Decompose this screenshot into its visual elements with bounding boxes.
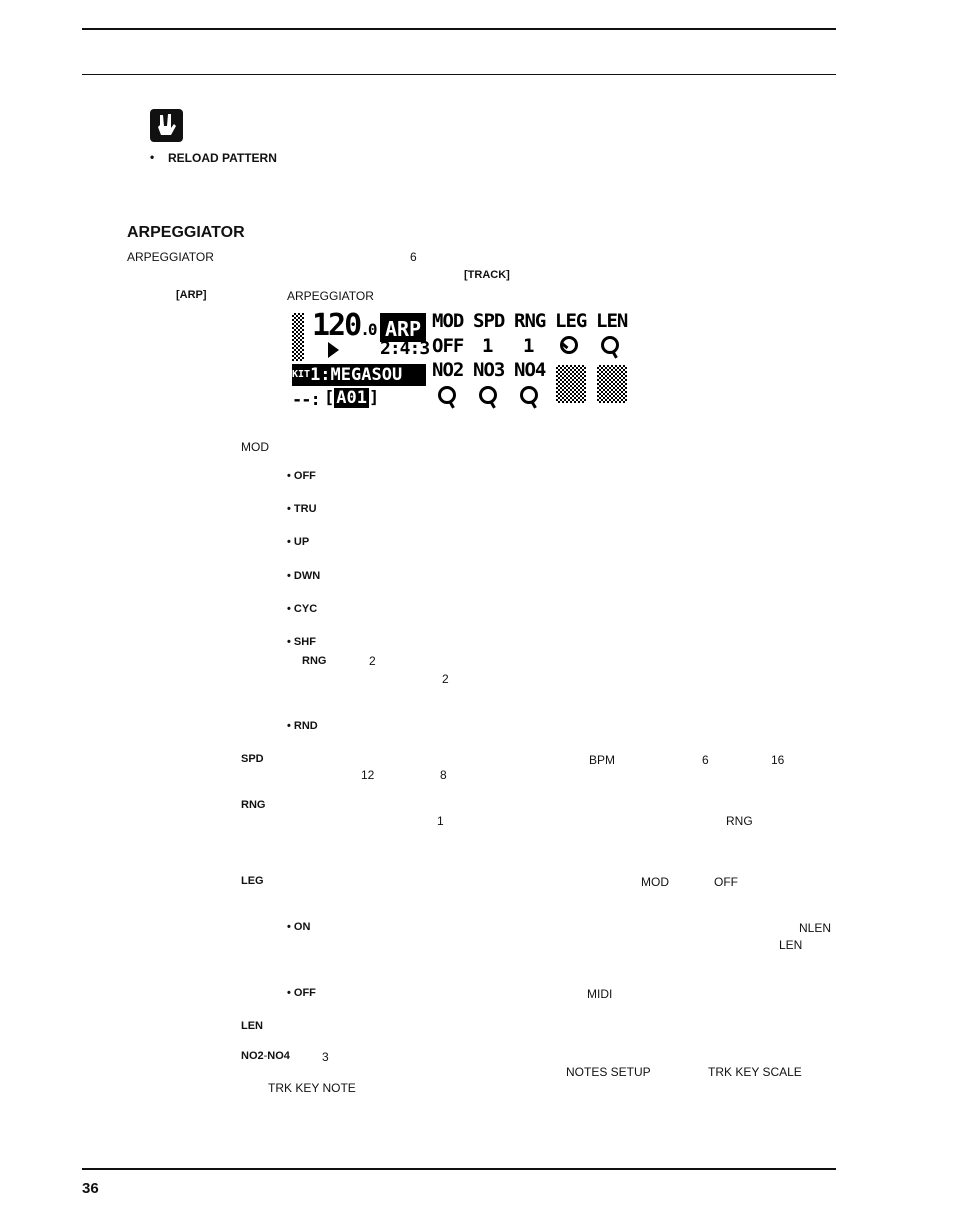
- screen-pattern-prefix: --:: [292, 390, 320, 410]
- leg-option-on: • ON: [287, 921, 311, 933]
- mod-option-shf: • SHF: [287, 636, 316, 648]
- screen-arp-badge: ARP: [380, 313, 426, 342]
- len-label: LEN: [241, 1020, 263, 1032]
- screen-left-bar: [292, 313, 304, 361]
- spd-value-12: 12: [361, 768, 375, 782]
- shf-rng-value: 2: [369, 654, 376, 668]
- rng-label: RNG: [241, 799, 266, 811]
- spd-bpm: BPM: [589, 753, 616, 767]
- spd-label: SPD: [241, 753, 264, 765]
- spd-value-8: 8: [440, 768, 447, 782]
- mod-option-dwn: • DWN: [287, 570, 321, 582]
- screen-play-icon: [328, 342, 339, 358]
- screen-tempo-value: 120: [312, 308, 361, 343]
- rng-ref: RNG: [726, 814, 753, 828]
- intro-arp-key: [ARP]: [176, 289, 207, 301]
- shf-value-2: 2: [442, 672, 449, 686]
- hand-icon: [150, 109, 183, 142]
- leg-mod-ref: MOD: [641, 875, 669, 889]
- leg-option-off: • OFF: [287, 987, 316, 999]
- screen-no3-knob-icon: [479, 386, 497, 404]
- screen-param-mod-value: OFF: [432, 335, 464, 357]
- note-bullet: •: [150, 150, 155, 164]
- screen-no4-knob-icon: [520, 386, 538, 404]
- screen-pattern-value: A01: [336, 388, 367, 408]
- screen-position: 2:4:3: [380, 338, 430, 359]
- leg-midi-ref: MIDI: [587, 987, 613, 1001]
- screen-kit: [292, 364, 426, 386]
- spd-value-16: 16: [771, 753, 785, 767]
- notes-setup-ref: NOTES SETUP: [566, 1065, 651, 1079]
- screen-tempo: [312, 308, 375, 343]
- mod-option-tru: • TRU: [287, 503, 317, 515]
- screen-param-len-label: LEN: [596, 310, 628, 332]
- leg-nlen-ref: NLEN: [799, 921, 832, 935]
- intro-arp-term: ARPEGGIATOR: [287, 289, 374, 303]
- mod-option-off: • OFF: [287, 470, 316, 482]
- intro-term: ARPEGGIATOR: [127, 250, 214, 264]
- mod-option-rnd: • RND: [287, 720, 318, 732]
- leg-len-ref: LEN: [779, 938, 803, 952]
- notes-label-no2: NO2: [241, 1050, 264, 1062]
- section-heading: ARPEGGIATOR: [127, 224, 245, 241]
- notes-label-dash: -: [263, 1050, 268, 1062]
- screen-param-rng-label: RNG: [514, 310, 546, 332]
- screen-leg-knob-icon: [560, 336, 578, 354]
- screen-param-leg-label: LEG: [555, 310, 587, 332]
- screen-len-knob-icon: [601, 336, 619, 354]
- screen-empty-slot-2: [597, 365, 627, 403]
- screen-kit-badge: KIT: [292, 369, 311, 380]
- notes-value-3: 3: [322, 1050, 329, 1064]
- screen-tempo-fraction: .0: [360, 320, 376, 339]
- shf-rng-term: RNG: [302, 655, 327, 667]
- leg-off-ref: OFF: [714, 875, 738, 889]
- footer-rule: [82, 1168, 836, 1170]
- screen-pattern: [ A01 ]: [324, 388, 380, 408]
- screen-empty-slot-1: [556, 365, 586, 403]
- screen-param-rng-value: 1: [523, 335, 535, 357]
- device-screen: [290, 310, 630, 410]
- notes-keynote-ref: TRK KEY NOTE: [268, 1081, 356, 1095]
- notes-scale-ref: TRK KEY SCALE: [708, 1065, 802, 1079]
- rng-value-1: 1: [437, 814, 444, 828]
- note-reload-pattern: RELOAD PATTERN: [168, 151, 277, 165]
- screen-param-no2-label: NO2: [432, 359, 464, 381]
- screen-param-spd-label: SPD: [473, 310, 505, 332]
- screen-no2-knob-icon: [438, 386, 456, 404]
- screen-param-spd-value: 1: [482, 335, 494, 357]
- mod-label: MOD: [241, 440, 269, 454]
- screen-kit-name: 1:MEGASOU: [310, 365, 403, 385]
- screen-param-mod-label: MOD: [432, 310, 464, 332]
- mod-option-up: • UP: [287, 536, 310, 548]
- notes-label: [241, 1050, 290, 1062]
- header-rule-bottom: [82, 74, 836, 75]
- intro-value: 6: [410, 250, 417, 264]
- intro-track-key: [TRACK]: [464, 269, 510, 281]
- header-rule-top: [82, 28, 836, 30]
- notes-label-no4: NO4: [267, 1050, 290, 1062]
- screen-param-no4-label: NO4: [514, 359, 546, 381]
- screen-param-no3-label: NO3: [473, 359, 505, 381]
- spd-value-6: 6: [702, 753, 709, 767]
- page-number: 36: [82, 1180, 99, 1197]
- mod-option-cyc: • CYC: [287, 603, 318, 615]
- leg-label: LEG: [241, 875, 264, 887]
